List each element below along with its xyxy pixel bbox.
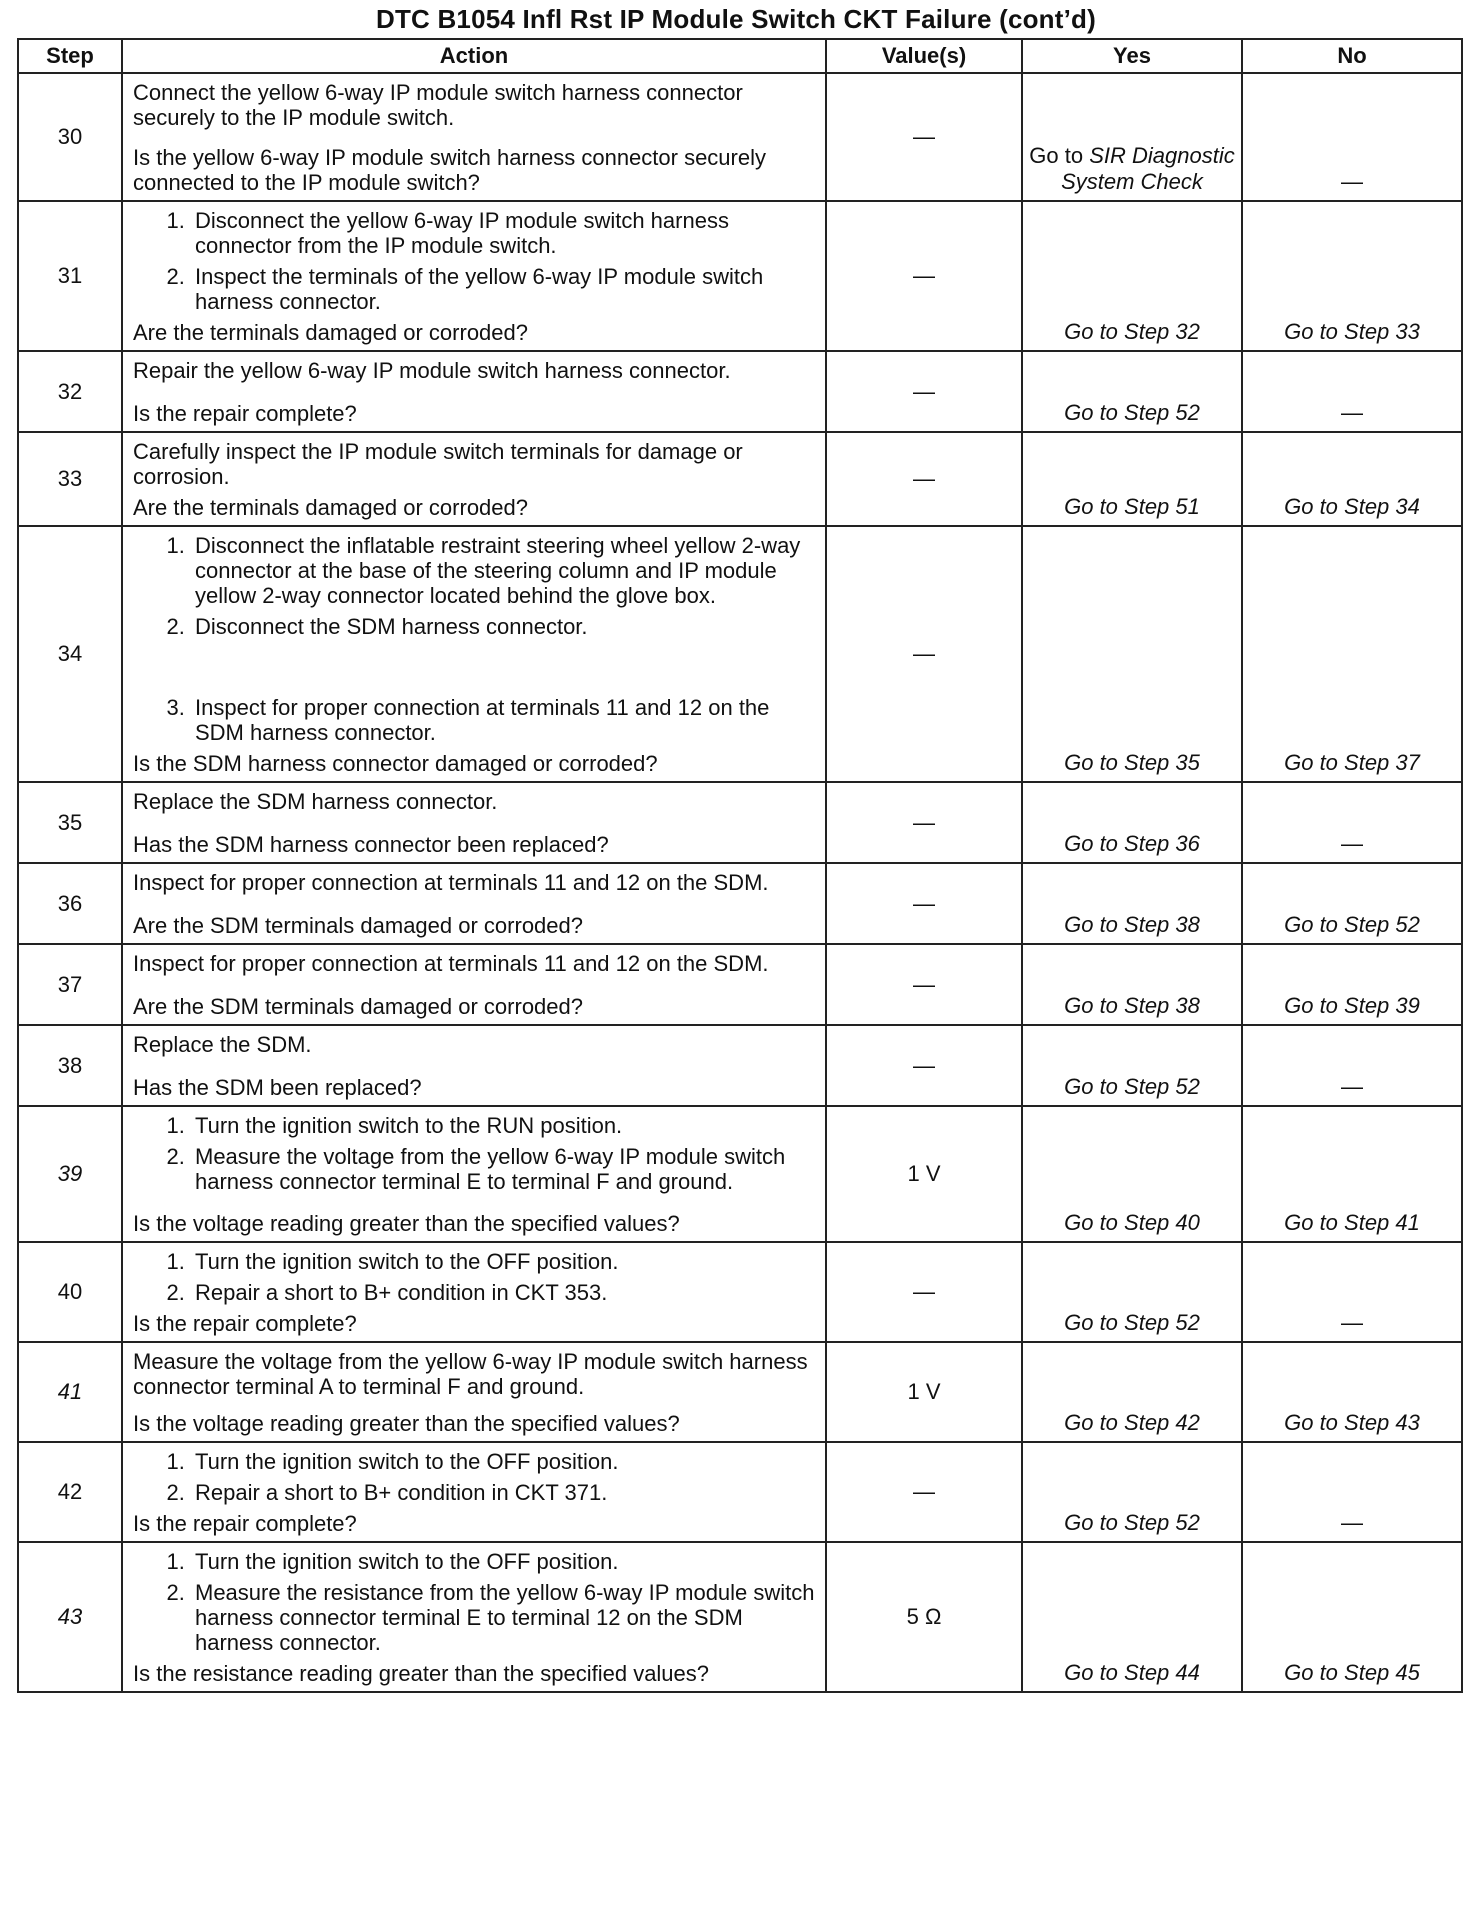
no-result-link[interactable]: Go to Step 37	[1284, 750, 1420, 775]
yes-result-cell	[1022, 432, 1242, 526]
action-instructions	[133, 1549, 815, 1661]
diagnostic-table	[17, 38, 1463, 1693]
action-question: Is the SDM harness connector damaged or corroded?	[133, 751, 658, 776]
action-instructions	[133, 208, 815, 320]
yes-result-wrap	[1023, 1443, 1241, 1541]
action-step-item: 1. Turn the ignition switch to the OFF position.	[191, 1249, 815, 1274]
action-content	[123, 202, 825, 350]
step-number: 34	[18, 526, 122, 782]
action-cell	[122, 1542, 826, 1692]
action-text: Replace the SDM harness connector.	[133, 789, 498, 814]
specified-value: —	[826, 351, 1022, 432]
table-body	[18, 73, 1462, 1692]
no-result: —	[1341, 400, 1363, 425]
table-row	[18, 1025, 1462, 1106]
action-step-item: 1. Disconnect the yellow 6-way IP module switch harness connector from the IP module switch.	[191, 208, 815, 258]
action-content	[123, 1107, 825, 1241]
step-number: 33	[18, 432, 122, 526]
yes-result-cell	[1022, 1542, 1242, 1692]
action-step-item: 2. Disconnect the SDM harness connector.	[191, 614, 815, 639]
action-content	[123, 945, 825, 1024]
specified-value: 1 V	[826, 1106, 1022, 1242]
action-cell	[122, 1242, 826, 1342]
specified-value: —	[826, 432, 1022, 526]
action-content	[123, 1543, 825, 1691]
yes-result-link[interactable]: Go to Step 52	[1064, 1310, 1200, 1335]
no-result-wrap	[1243, 202, 1461, 350]
header-step: Step	[18, 39, 122, 73]
action-content	[123, 1443, 825, 1541]
action-cell	[122, 782, 826, 863]
action-steps-list	[133, 1249, 815, 1305]
action-content	[123, 433, 825, 525]
action-steps-list	[133, 208, 815, 314]
action-cell	[122, 1106, 826, 1242]
yes-result-link[interactable]	[1023, 143, 1241, 195]
action-cell	[122, 1442, 826, 1542]
specified-value: 1 V	[826, 1342, 1022, 1442]
no-result-link[interactable]: Go to Step 52	[1284, 912, 1420, 937]
action-content	[123, 1026, 825, 1105]
no-result-link[interactable]: Go to Step 45	[1284, 1660, 1420, 1685]
step-number: 42	[18, 1442, 122, 1542]
no-result-cell	[1242, 1106, 1462, 1242]
yes-result-cell	[1022, 1342, 1242, 1442]
yes-result-wrap	[1023, 783, 1241, 862]
specified-value: —	[826, 782, 1022, 863]
yes-result-wrap	[1023, 1026, 1241, 1105]
no-result-cell	[1242, 432, 1462, 526]
table-header-row	[18, 39, 1462, 73]
specified-value: 5 Ω	[826, 1542, 1022, 1692]
yes-result-link[interactable]: Go to Step 32	[1064, 319, 1200, 344]
yes-result-link[interactable]: Go to Step 42	[1064, 1410, 1200, 1435]
action-steps-list	[133, 1549, 815, 1655]
action-text: Measure the voltage from the yellow 6-way IP module switch harness connector terminal A to terminal F and ground.	[133, 1349, 808, 1399]
yes-result-link[interactable]: Go to Step 52	[1064, 1510, 1200, 1535]
action-instructions	[133, 1113, 815, 1200]
action-cell	[122, 944, 826, 1025]
no-result-wrap	[1243, 1107, 1461, 1241]
step-number: 39	[18, 1106, 122, 1242]
action-content	[123, 352, 825, 431]
step-number: 43	[18, 1542, 122, 1692]
action-step-item: 1. Turn the ignition switch to the OFF position.	[191, 1549, 815, 1574]
yes-result-cell	[1022, 1442, 1242, 1542]
step-number: 37	[18, 944, 122, 1025]
no-result-cell	[1242, 1542, 1462, 1692]
header-yes: Yes	[1022, 39, 1242, 73]
no-result-cell	[1242, 1025, 1462, 1106]
action-text: Replace the SDM.	[133, 1032, 312, 1057]
action-instructions	[133, 1032, 815, 1063]
header-value: Value(s)	[826, 39, 1022, 73]
action-question: Are the terminals damaged or corroded?	[133, 495, 528, 520]
table-row	[18, 1342, 1462, 1442]
action-instructions	[133, 870, 815, 901]
no-result-cell	[1242, 351, 1462, 432]
no-result-cell	[1242, 526, 1462, 782]
action-text: Connect the yellow 6-way IP module switch harness connector securely to the IP module switch.	[133, 80, 743, 130]
no-result: —	[1341, 831, 1363, 856]
action-cell	[122, 432, 826, 526]
action-step-item: 2. Repair a short to B+ condition in CKT 353.	[191, 1280, 815, 1305]
yes-result-link[interactable]: Go to Step 44	[1064, 1660, 1200, 1685]
action-step-item: 1. Turn the ignition switch to the OFF position.	[191, 1449, 815, 1474]
action-question: Is the yellow 6-way IP module switch harness connector securely connected to the IP module switch?	[133, 145, 766, 195]
yes-result-link[interactable]: Go to Step 38	[1064, 912, 1200, 937]
action-cell	[122, 1342, 826, 1442]
yes-result-cell	[1022, 351, 1242, 432]
yes-result-wrap	[1023, 74, 1241, 200]
yes-result-link[interactable]: Go to Step 52	[1064, 400, 1200, 425]
table-row	[18, 201, 1462, 351]
action-instructions	[133, 1249, 815, 1311]
action-instructions	[133, 789, 815, 820]
yes-result-cell	[1022, 782, 1242, 863]
action-question: Is the resistance reading greater than the specified values?	[133, 1661, 710, 1686]
table-row	[18, 782, 1462, 863]
no-result-cell	[1242, 201, 1462, 351]
yes-result-cell	[1022, 1106, 1242, 1242]
action-instructions	[133, 951, 815, 982]
step-number: 30	[18, 73, 122, 201]
yes-result-wrap	[1023, 1343, 1241, 1441]
action-step-item: 2. Measure the resistance from the yellow 6-way IP module switch harness connector terminal E to terminal 12 on the SDM harness connector.	[191, 1580, 815, 1655]
action-text: Inspect for proper connection at terminals 11 and 12 on the SDM.	[133, 951, 769, 976]
specified-value: —	[826, 1242, 1022, 1342]
header-no: No	[1242, 39, 1462, 73]
action-cell	[122, 201, 826, 351]
yes-result-wrap	[1023, 1243, 1241, 1341]
action-steps-list	[133, 533, 815, 745]
yes-result-link[interactable]: Go to Step 40	[1064, 1210, 1200, 1235]
action-text: Carefully inspect the IP module switch terminals for damage or corrosion.	[133, 439, 743, 489]
action-question: Has the SDM harness connector been replaced?	[133, 832, 609, 857]
specified-value: —	[826, 1442, 1022, 1542]
step-number: 40	[18, 1242, 122, 1342]
action-steps-list	[133, 1113, 815, 1194]
table-row	[18, 863, 1462, 944]
action-question: Is the voltage reading greater than the specified values?	[133, 1211, 680, 1236]
specified-value: —	[826, 526, 1022, 782]
no-result-cell	[1242, 1442, 1462, 1542]
yes-result-link[interactable]: Go to Step 35	[1064, 750, 1200, 775]
action-instructions	[133, 1449, 815, 1511]
yes-result-wrap	[1023, 433, 1241, 525]
table-row	[18, 1442, 1462, 1542]
action-content	[123, 864, 825, 943]
sir-diagnostic-link-text: SIR Diagnostic System Check	[1061, 143, 1235, 194]
no-result: —	[1341, 1510, 1363, 1535]
action-cell	[122, 73, 826, 201]
action-step-item: 3. Inspect for proper connection at terminals 11 and 12 on the SDM harness connector.	[191, 695, 815, 745]
specified-value: —	[826, 863, 1022, 944]
yes-result-wrap	[1023, 864, 1241, 943]
table-row	[18, 351, 1462, 432]
no-result-cell	[1242, 782, 1462, 863]
step-number: 35	[18, 782, 122, 863]
action-question: Is the voltage reading greater than the specified values?	[133, 1411, 680, 1436]
no-result-cell	[1242, 1342, 1462, 1442]
step-number: 38	[18, 1025, 122, 1106]
no-result-wrap	[1243, 945, 1461, 1024]
action-content	[123, 74, 825, 200]
yes-result-link[interactable]: Go to Step 51	[1064, 494, 1200, 519]
step-number: 31	[18, 201, 122, 351]
yes-result-link[interactable]: Go to Step 38	[1064, 993, 1200, 1018]
no-result-link[interactable]: Go to Step 34	[1284, 494, 1420, 519]
yes-result-wrap	[1023, 527, 1241, 781]
table-row	[18, 1542, 1462, 1692]
action-content	[123, 527, 825, 781]
action-step-item: 1. Disconnect the inflatable restraint steering wheel yellow 2-way connector at the base of the steering column and IP module yellow 2-way connector located behind the glove box.	[191, 533, 815, 608]
action-cell	[122, 351, 826, 432]
no-result: —	[1341, 1074, 1363, 1099]
yes-result-cell	[1022, 526, 1242, 782]
action-text: Repair the yellow 6-way IP module switch harness connector.	[133, 358, 731, 383]
action-content	[123, 783, 825, 862]
action-instructions	[133, 439, 815, 495]
specified-value: —	[826, 201, 1022, 351]
no-result-wrap	[1243, 1543, 1461, 1691]
action-cell	[122, 1025, 826, 1106]
action-instructions	[133, 533, 815, 751]
no-result: —	[1341, 169, 1363, 194]
action-question: Are the SDM terminals damaged or corroded?	[133, 994, 583, 1019]
action-content	[123, 1343, 825, 1441]
table-row	[18, 73, 1462, 201]
yes-result-cell	[1022, 944, 1242, 1025]
action-question: Is the repair complete?	[133, 1311, 357, 1336]
action-instructions	[133, 80, 815, 136]
table-row	[18, 1106, 1462, 1242]
document-title: DTC B1054 Infl Rst IP Module Switch CKT Failure (cont’d)	[375, 4, 1096, 34]
action-step-item: 2. Repair a short to B+ condition in CKT 371.	[191, 1480, 815, 1505]
no-result: —	[1341, 1310, 1363, 1335]
specified-value: —	[826, 1025, 1022, 1106]
yes-result-wrap	[1023, 1543, 1241, 1691]
action-question: Are the terminals damaged or corroded?	[133, 320, 528, 345]
table-row	[18, 944, 1462, 1025]
yes-result-wrap	[1023, 202, 1241, 350]
step-number: 41	[18, 1342, 122, 1442]
no-result-cell	[1242, 1242, 1462, 1342]
no-result-cell	[1242, 73, 1462, 201]
specified-value: —	[826, 73, 1022, 201]
action-step-item: 2. Measure the voltage from the yellow 6-way IP module switch harness connector terminal E to terminal F and ground.	[191, 1144, 815, 1194]
action-step-item: 2. Inspect the terminals of the yellow 6-way IP module switch harness connector.	[191, 264, 815, 314]
action-cell	[122, 863, 826, 944]
no-result-wrap	[1243, 1343, 1461, 1441]
action-instructions	[133, 1349, 815, 1405]
action-cell	[122, 526, 826, 782]
yes-result-cell	[1022, 1242, 1242, 1342]
no-result-link[interactable]: Go to Step 41	[1284, 1210, 1420, 1235]
action-instructions	[133, 358, 815, 389]
yes-result-cell	[1022, 863, 1242, 944]
yes-result-wrap	[1023, 1107, 1241, 1241]
no-result-cell	[1242, 944, 1462, 1025]
no-result-wrap	[1243, 864, 1461, 943]
yes-result-wrap	[1023, 352, 1241, 431]
go-to-prefix: Go to	[1029, 143, 1084, 168]
table-row	[18, 1242, 1462, 1342]
table-row	[18, 432, 1462, 526]
no-result-link[interactable]: Go to Step 39	[1284, 993, 1420, 1018]
yes-result-cell	[1022, 73, 1242, 201]
action-step-item: 1. Turn the ignition switch to the RUN position.	[191, 1113, 815, 1138]
specified-value: —	[826, 944, 1022, 1025]
no-result-wrap	[1243, 527, 1461, 781]
action-steps-list	[133, 1449, 815, 1505]
step-number: 32	[18, 351, 122, 432]
yes-result-wrap	[1023, 945, 1241, 1024]
step-number: 36	[18, 863, 122, 944]
yes-result-cell	[1022, 201, 1242, 351]
action-question: Are the SDM terminals damaged or corroded?	[133, 913, 583, 938]
yes-result-cell	[1022, 1025, 1242, 1106]
action-question: Has the SDM been replaced?	[133, 1075, 422, 1100]
yes-result-link[interactable]: Go to Step 36	[1064, 831, 1200, 856]
action-content	[123, 1243, 825, 1341]
action-text: Inspect for proper connection at terminals 11 and 12 on the SDM.	[133, 870, 769, 895]
action-question: Is the repair complete?	[133, 401, 357, 426]
no-result-cell	[1242, 863, 1462, 944]
yes-result-link[interactable]: Go to Step 52	[1064, 1074, 1200, 1099]
table-row	[18, 526, 1462, 782]
no-result-link[interactable]: Go to Step 43	[1284, 1410, 1420, 1435]
no-result-link[interactable]: Go to Step 33	[1284, 319, 1420, 344]
action-question: Is the repair complete?	[133, 1511, 357, 1536]
no-result-wrap	[1243, 433, 1461, 525]
header-action: Action	[122, 39, 826, 73]
